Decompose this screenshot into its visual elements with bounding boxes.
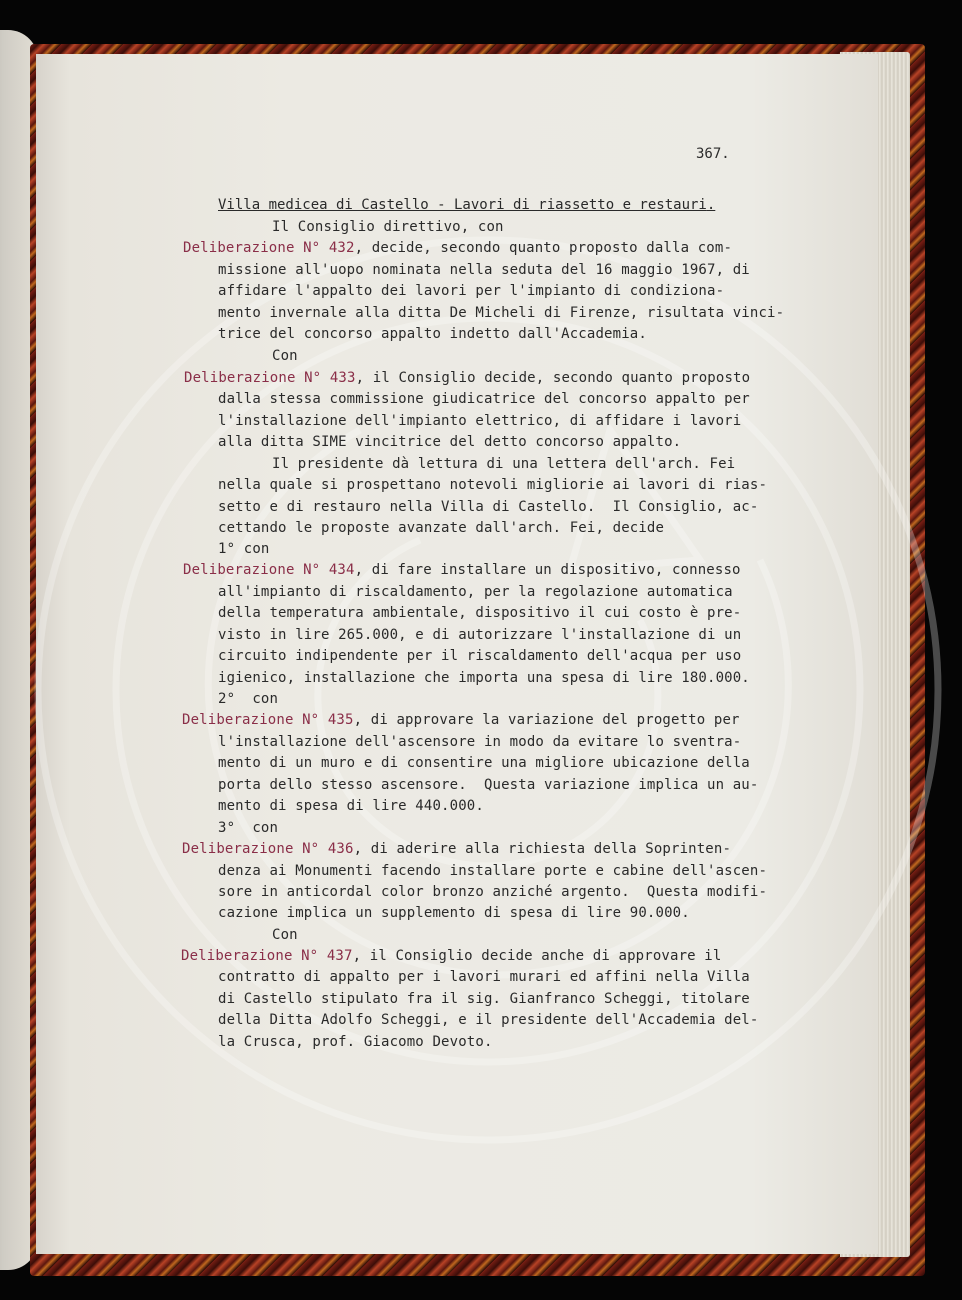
- text-line: della temperatura ambientale, dispositivo il cui costo è pre-: [218, 605, 742, 621]
- deliberation-line: Deliberazione N° 433, il Consiglio decide, secondo quanto proposto: [184, 370, 751, 386]
- text-line: contratto di appalto per i lavori murari ed affini nella Villa: [218, 969, 750, 985]
- deliberation-line: Deliberazione N° 436, di aderire alla richiesta della Soprinten-: [182, 841, 732, 857]
- text-line: affidare l'appalto dei lavori per l'impianto di condiziona-: [218, 283, 725, 299]
- text-line: missione all'uopo nominata nella seduta del 16 maggio 1967, di: [218, 262, 750, 278]
- text-line: trice del concorso appalto indetto dall'Accademia.: [218, 326, 647, 342]
- section-heading: [218, 197, 715, 213]
- deliberation-line: Deliberazione N° 437, il Consiglio decide anche di approvare il: [181, 948, 722, 964]
- text-line: alla ditta SIME vincitrice del detto concorso appalto.: [218, 434, 682, 450]
- text-line: dalla stessa commissione giudicatrice del concorso appalto per: [218, 391, 750, 407]
- text-line: visto in lire 265.000, e di autorizzare l'installazione di un: [218, 627, 742, 643]
- heading-period: .: [706, 197, 716, 213]
- text-line: all'impianto di riscaldamento, per la regolazione automatica: [218, 584, 733, 600]
- deliberation-line: Deliberazione N° 435, di approvare la variazione del progetto per: [182, 712, 740, 728]
- heading-text: Villa medicea di Castello - Lavori di riassetto e restauri: [218, 197, 707, 213]
- text-line: 2° con: [218, 691, 279, 707]
- text-line: Il presidente dà lettura di una lettera dell'arch. Fei: [272, 456, 736, 472]
- text-line: la Crusca, prof. Giacomo Devoto.: [218, 1034, 493, 1050]
- text-line: sore in anticordal color bronzo anziché argento. Questa modifi-: [218, 884, 768, 900]
- page-number: 367.: [696, 146, 730, 162]
- text-line: mento invernale alla ditta De Micheli di Firenze, risultata vinci-: [218, 305, 785, 321]
- text-line: 1° con: [218, 541, 270, 557]
- text-line: di Castello stipulato fra il sig. Gianfranco Scheggi, titolare: [218, 991, 750, 1007]
- text-line: mento di spesa di lire 440.000.: [218, 798, 484, 814]
- deliberation-line: Deliberazione N° 432, decide, secondo quanto proposto dalla com-: [183, 240, 733, 256]
- text-line: 3° con: [218, 820, 279, 836]
- text-line: della Ditta Adolfo Scheggi, e il presidente dell'Accademia del-: [218, 1012, 759, 1028]
- text-line: Con: [272, 927, 298, 943]
- text-line: Il Consiglio direttivo, con: [272, 219, 504, 235]
- text-line: l'installazione dell'ascensore in modo da evitare lo sventra-: [218, 734, 742, 750]
- text-line: circuito indipendente per il riscaldamento dell'acqua per uso: [218, 648, 742, 664]
- text-line: cazione implica un supplemento di spesa di lire 90.000.: [218, 905, 690, 921]
- text-line: cettando le proposte avanzate dall'arch. Fei, decide: [218, 520, 665, 536]
- text-line: nella quale si prospettano notevoli migliorie ai lavori di rias-: [218, 477, 768, 493]
- text-line: Con: [272, 348, 298, 364]
- text-line: l'installazione dell'impianto elettrico, di affidare i lavori: [218, 413, 742, 429]
- text-line: porta dello stesso ascensore. Questa variazione implica un au-: [218, 777, 759, 793]
- text-line: denza ai Monumenti facendo installare porte e cabine dell'ascen-: [218, 863, 768, 879]
- text-line: setto e di restauro nella Villa di Castello. Il Consiglio, ac-: [218, 499, 759, 515]
- deliberation-line: Deliberazione N° 434, di fare installare un dispositivo, connesso: [183, 562, 741, 578]
- text-line: mento di un muro e di consentire una migliore ubicazione della: [218, 755, 750, 771]
- text-line: igienico, installazione che importa una spesa di lire 180.000.: [218, 670, 750, 686]
